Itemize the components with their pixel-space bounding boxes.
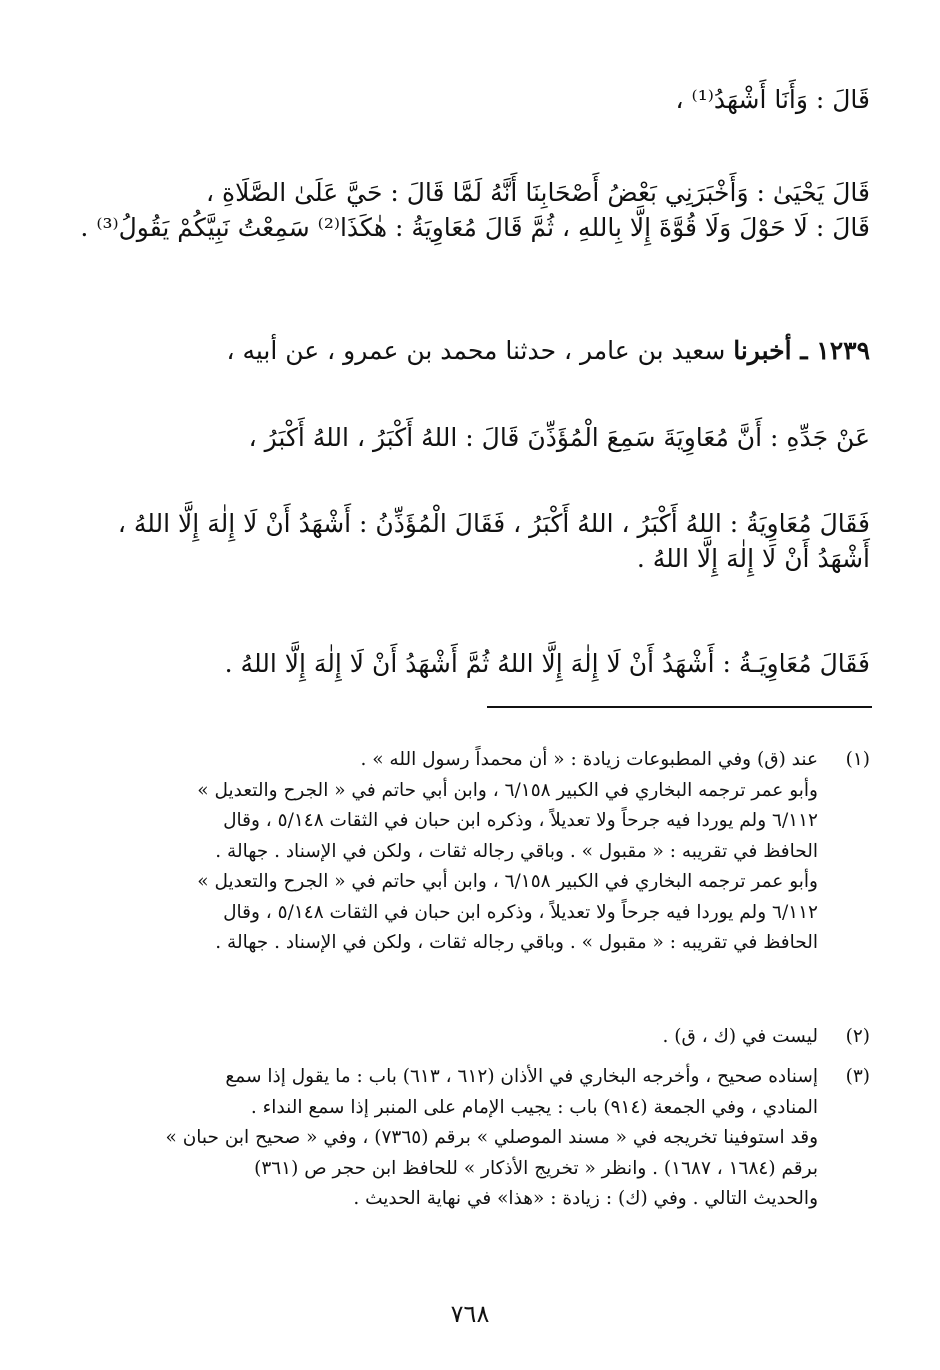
footnote-line: إسناده صحيح ، وأخرجه البخاري في الأذان (٦١٢ ، ٦١٣) باب : ما يقول إذا سمع bbox=[225, 1066, 818, 1087]
main-paragraph-5-line-2: أَشْهَدُ أَنْ لَا إِلٰهَ إِلَّا اللهُ . bbox=[636, 544, 870, 573]
footnote-line: الحافظ في تقريبه : « مقبول » . وباقي رجاله ثقات ، ولكن في الإسناد . جهالة . bbox=[215, 932, 818, 953]
footnote-2 bbox=[70, 1022, 870, 1053]
main-paragraph-2 bbox=[70, 175, 870, 245]
footnote-separator bbox=[487, 706, 872, 708]
footnote-3 bbox=[70, 1062, 870, 1215]
footnote-1-number: (١) bbox=[845, 749, 870, 770]
main-paragraph-5 bbox=[70, 506, 870, 576]
footnote-line: وأبو عمر ترجمه البخاري في الكبير ٦/١٥٨ ، وابن أبي حاتم في « الجرح والتعديل » bbox=[197, 871, 818, 892]
footnote-2-body bbox=[70, 1022, 818, 1053]
hadith-dash: ـ bbox=[791, 336, 817, 365]
footnote-line: ٦/١١٢ ولم يوردا فيه جرحاً ولا تعديلاً ، وذكره ابن حبان في الثقات ٥/١٤٨ ، وقال bbox=[223, 810, 818, 831]
main-line-6: فَقَالَ مُعَاوِيَـةُ : أَشْهَدُ أَنْ لَا إِلٰهَ إِلَّا اللهُ ثُمَّ أَشْهَدُ أَنْ لَا إِلٰهَ إِلَّا اللهُ . bbox=[224, 649, 870, 678]
footnote-line: المنادي ، وفي الجمعة (٩١٤) باب : يجيب الإمام على المنبر إذا سمع النداء . bbox=[250, 1096, 818, 1118]
hadith-heading bbox=[70, 333, 870, 369]
main-paragraph-2-line-2: قَالَ : لَا حَوْلَ وَلَا قُوَّةَ إِلَّا بِاللهِ ، ثُمَّ قَالَ مُعَاوِيَةُ : هٰكَذَا⁽²⁾ سَمِعْتُ نَبِيَّكُمْ يَقُولُ⁽³⁾ . bbox=[80, 213, 870, 242]
footnote-line: ليست في (ك ، ق) . bbox=[662, 1026, 818, 1047]
footnote-line: الحافظ في تقريبه : « مقبول » . وباقي رجاله ثقات ، ولكن في الإسناد . جهالة . bbox=[215, 840, 818, 862]
footnote-line: برقم (١٦٨٤ ، ١٦٨٧) . وانظر « تخريج الأذكار » للحافظ ابن حجر ص (٣٦١) bbox=[254, 1157, 818, 1179]
hadith-lead: أخبرنا bbox=[733, 336, 792, 365]
footnote-3-number: (٣) bbox=[845, 1066, 870, 1087]
hadith-isnad: سعيد بن عامر ، حدثنا محمد بن عمرو ، عن أبيه ، bbox=[226, 336, 734, 365]
hadith-number: ١٢٣٩ bbox=[816, 336, 870, 365]
footnote-line: وقد استوفينا تخريجه في « مسند الموصلي » برقم (٧٣٦٥) ، وفي « صحيح ابن حبان » bbox=[165, 1127, 818, 1148]
page-number: ٧٦٨ bbox=[450, 1300, 490, 1328]
main-line-1: قَالَ : وَأَنَا أَشْهَدُ⁽¹⁾ ، bbox=[675, 85, 870, 114]
footnote-line: ٦/١١٢ ولم يوردا فيه جرحاً ولا تعديلاً ، وذكره ابن حبان في الثقات ٥/١٤٨ ، وقال bbox=[223, 901, 818, 923]
footnote-line: والحديث التالي . وفي (ك) : زيادة : «هذا» في نهاية الحديث . bbox=[353, 1188, 818, 1209]
main-paragraph-5-line-1: فَقَالَ مُعَاوِيَةُ : اللهُ أَكْبَرُ ، اللهُ أَكْبَرُ ، فَقَالَ الْمُؤَذِّنُ : أَشْهَدُ أَنْ لَا إِلٰهَ إِلَّا اللهُ ، bbox=[117, 509, 870, 538]
footnote-1 bbox=[70, 745, 870, 959]
footnote-3-body bbox=[70, 1062, 818, 1215]
footnote-1-body bbox=[70, 745, 818, 959]
footnote-line: وأبو عمر ترجمه البخاري في الكبير ٦/١٥٨ ، وابن أبي حاتم في « الجرح والتعديل » bbox=[197, 779, 818, 801]
footnote-line: عند (ق) وفي المطبوعات زيادة : « أن محمداً رسول الله » . bbox=[360, 749, 818, 770]
main-line-4: عَنْ جَدِّهِ : أَنَّ مُعَاوِيَةَ سَمِعَ الْمُؤَذِّنَ قَالَ : اللهُ أَكْبَرُ ، اللهُ أَكْبَرُ ، bbox=[248, 423, 870, 452]
footnote-2-number: (٢) bbox=[845, 1026, 870, 1047]
main-paragraph-2-line-1: قَالَ يَحْيَىٰ : وَأَخْبَرَنِي بَعْضُ أَصْحَابِنَا أَنَّهُ لَمَّا قَالَ : حَيَّ عَلَىٰ الصَّلَاةِ ، bbox=[205, 178, 870, 207]
